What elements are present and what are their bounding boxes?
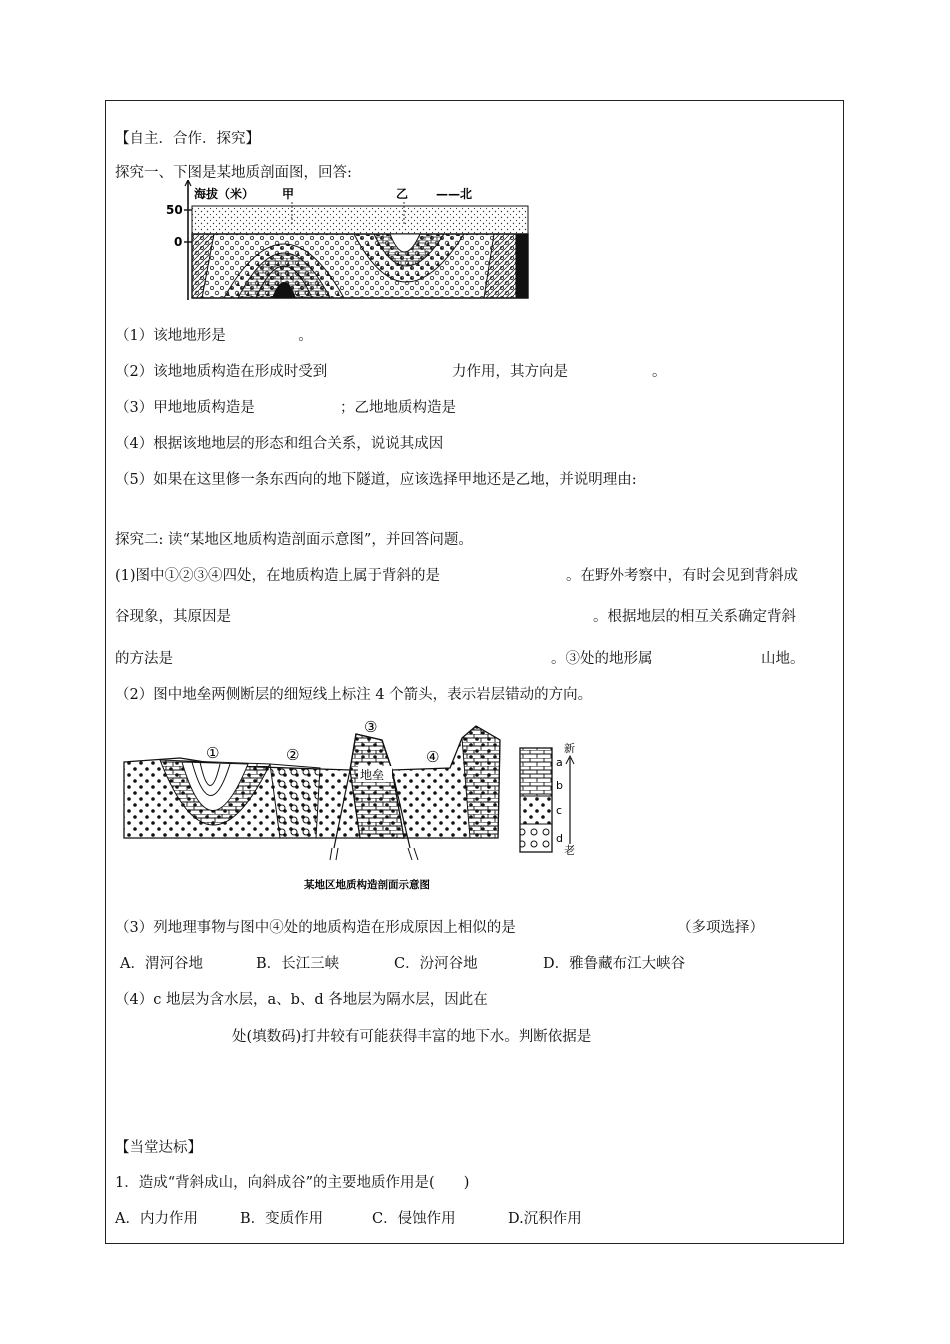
q2-3-opt-d: D．雅鲁藏布江大峡谷 [543,956,686,972]
tick-0: 0 [174,235,183,249]
marker-4: ④ [426,748,440,766]
q2-3-opt-b: B．长江三峡 [256,956,340,972]
q2-4-line2: 处(填数码)打井较有可能获得丰富的地下水。判断依据是 [232,1029,592,1045]
q2-1-line1b: 。在野外考察中，有时会见到背斜成 [566,568,798,584]
label-jia: 甲 [282,187,295,201]
q2-1-line3b: 。③处的地形属 [551,651,653,667]
q1-2c: 。 [652,364,667,380]
marker-3: ③ [364,718,378,736]
practice-q1: 1．造成“背斜成山，向斜成谷”的主要地质作用是( ) [115,1175,470,1191]
inquiry1-heading: 探究一、下图是某地质剖面图，回答: [115,165,352,181]
y-axis-label: 海拔（米） [194,187,255,201]
tick-50: 50 [166,203,183,217]
geologic-section-figure-2 [120,718,580,896]
q2-3a: （3）列地理事物与图中④处的地质构造在形成原因上相似的是 [115,920,516,936]
legend-old: 老 [564,844,575,857]
q1-5: （5）如果在这里修一条东西向的地下隧道，应该选择甲地还是乙地，并说明理由: [115,472,637,488]
section-title: 【自主．合作．探究】 [115,131,260,147]
north-label: ——北 [436,187,473,201]
marker-2: ② [286,746,300,764]
q2-1-line1a: (1)图中①②③④四处，在地质构造上属于背斜的是 [115,568,441,584]
layer-d: d [556,832,563,845]
layer-c: c [556,804,563,817]
q1-1: （1）该地地形是 。 [115,328,313,344]
geologic-section-figure-1 [164,180,536,304]
practice-opt-b: B．变质作用 [240,1211,324,1227]
practice-opt-a: A．内力作用 [115,1211,198,1227]
label-yi: 乙 [396,187,409,201]
horst-label: 地垒 [360,768,385,782]
inquiry2-heading: 探究二: 读“某地区地质构造剖面示意图”，并回答问题。 [115,532,473,548]
q2-3-opt-c: C．汾河谷地 [394,956,478,972]
marker-1: ① [206,744,220,762]
practice-opt-c: C．侵蚀作用 [372,1211,456,1227]
figure-caption: 某地区地质构造剖面示意图 [304,879,430,891]
q2-1-line2b: 。根据地层的相互关系确定背斜 [593,609,796,625]
q1-4: （4）根据该地地层的形态和组合关系，说说其成因 [115,436,444,452]
q2-1-line2a: 谷现象，其原因是 [115,609,231,625]
legend-new: 新 [564,742,575,755]
q1-2a: （2）该地地质构造在形成时受到 [115,364,328,380]
layer-a: a [556,756,563,769]
q2-3b: （多项选择） [677,920,764,936]
q1-2b: 力作用，其方向是 [452,364,568,380]
q2-1-line3c: 山地。 [761,651,805,667]
q2-4-line1: （4）c 地层为含水层，a、b、d 各地层为隔水层，因此在 [115,992,488,1008]
q2-2: （2）图中地垒两侧断层的细短线上标注 4 个箭头，表示岩层错动的方向。 [115,687,593,703]
practice-heading: 【当堂达标】 [115,1140,202,1156]
layer-b: b [556,779,563,792]
q2-1-line3a: 的方法是 [115,651,173,667]
q2-3-opt-a: A．渭河谷地 [120,956,203,972]
q1-3b: ；乙地地质构造是 [340,400,456,416]
practice-opt-d: D.沉积作用 [508,1211,582,1227]
q1-3a: （3）甲地地质构造是 [115,400,255,416]
